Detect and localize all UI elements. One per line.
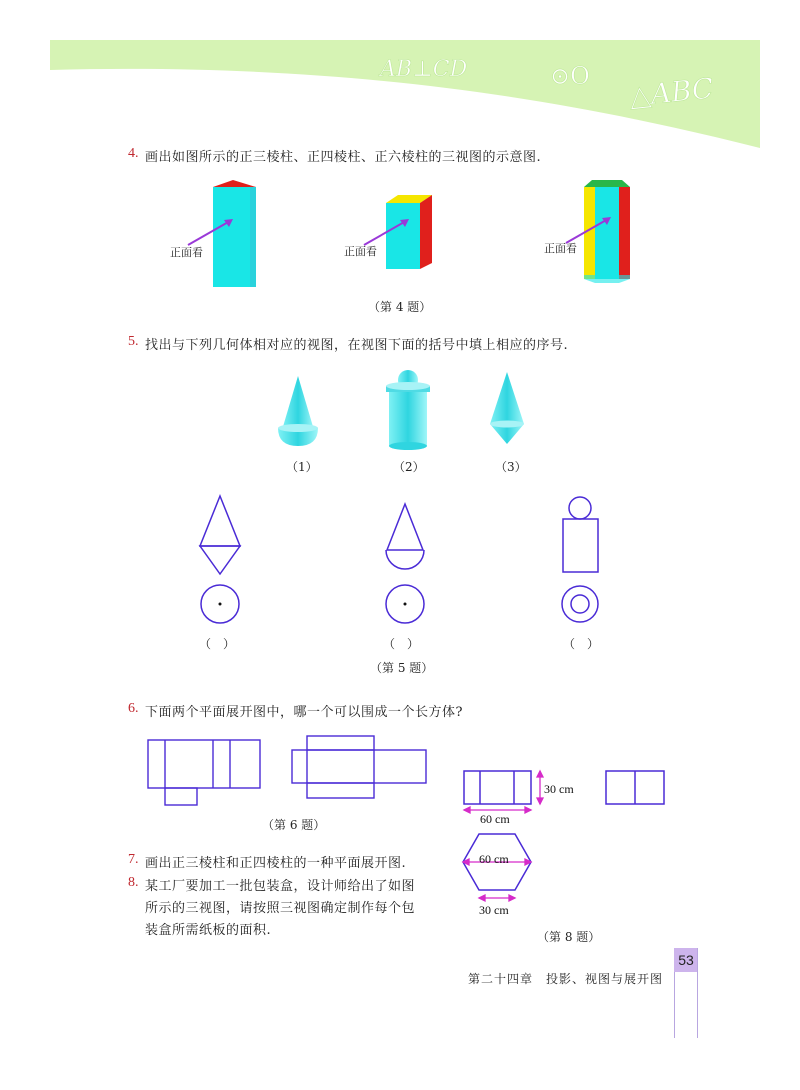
solid-cone-hemisphere [278,376,318,446]
q4-front-label-2: 正面看 [344,245,377,258]
q4-prisms-figure [150,175,670,295]
triangular-prism [213,180,256,287]
q8-text-line-2: 所示的三视图，请按照三视图确定制作每个包 [145,901,416,916]
q5-solid-label-2: （2） [393,460,425,474]
q5-solid-label-3: （3） [495,460,527,474]
view-b-front [386,504,424,569]
net-b [292,736,426,798]
q8-front-view [464,771,531,804]
view-c-front [563,497,598,572]
q7-number: 7. [128,852,139,867]
solid-double-cone [490,372,524,444]
q8-text-line-3: 装盒所需纸板的面积. [145,923,272,938]
header-deco-perpendicular: AB⊥CD [380,57,468,82]
q8-number: 8. [128,875,139,890]
q4-caption: （第 4 题） [368,300,432,314]
square-prism [386,195,432,269]
q8-width-dimension: 60 cm [480,812,510,826]
q5-solid-label-1: （1） [286,460,318,474]
q8-text-line-1: 某工厂要加工一批包装盒，设计师给出了如图 [145,879,416,894]
q6-number: 6. [128,701,139,716]
q8-caption: （第 8 题） [537,930,601,944]
q5-text: 找出与下列几何体相对应的视图，在视图下面的括号中填上相应的序号. [145,338,569,353]
net-a [148,740,260,805]
solid-cylinder-sphere [386,370,430,450]
q8-height-dimension: 30 cm [544,782,574,796]
q5-answer-blank-3[interactable]: （ ） [563,637,600,651]
q4-number: 4. [128,146,139,161]
q7-text: 画出正三棱柱和正四棱柱的一种平面展开图. [145,856,407,871]
q5-caption: （第 5 题） [370,661,434,675]
hexagonal-prism [584,180,630,283]
q5-answer-blank-1[interactable]: （ ） [199,637,236,651]
q4-front-label-3: 正面看 [544,242,577,255]
q4-text: 画出如图所示的正三棱柱、正四棱柱、正六棱柱的三视图的示意图. [145,150,542,165]
header-band [50,40,760,150]
q5-solids-figure [270,368,540,453]
q8-side-view [606,771,664,804]
view-a-front [200,496,240,574]
q5-answer-blank-2[interactable]: （ ） [383,637,420,651]
q8-hex-top-dimension: 60 cm [479,852,509,866]
q8-hex-bottom-dimension: 30 cm [479,903,509,917]
q5-views-figure [190,492,620,632]
view-c-top [562,586,598,622]
q6-text: 下面两个平面展开图中，哪一个可以围成一个长方体? [145,705,463,720]
header-deco-circle: ⊙O [550,62,590,90]
page-number: 53 [678,952,694,968]
chapter-title: 第二十四章 投影、视图与展开图 [468,972,664,986]
header-deco-triangle: △ABC [627,71,715,114]
q5-number: 5. [128,334,139,349]
q4-front-label-1: 正面看 [170,246,203,259]
q6-caption: （第 6 题） [262,818,326,832]
q6-nets-figure [140,730,440,810]
